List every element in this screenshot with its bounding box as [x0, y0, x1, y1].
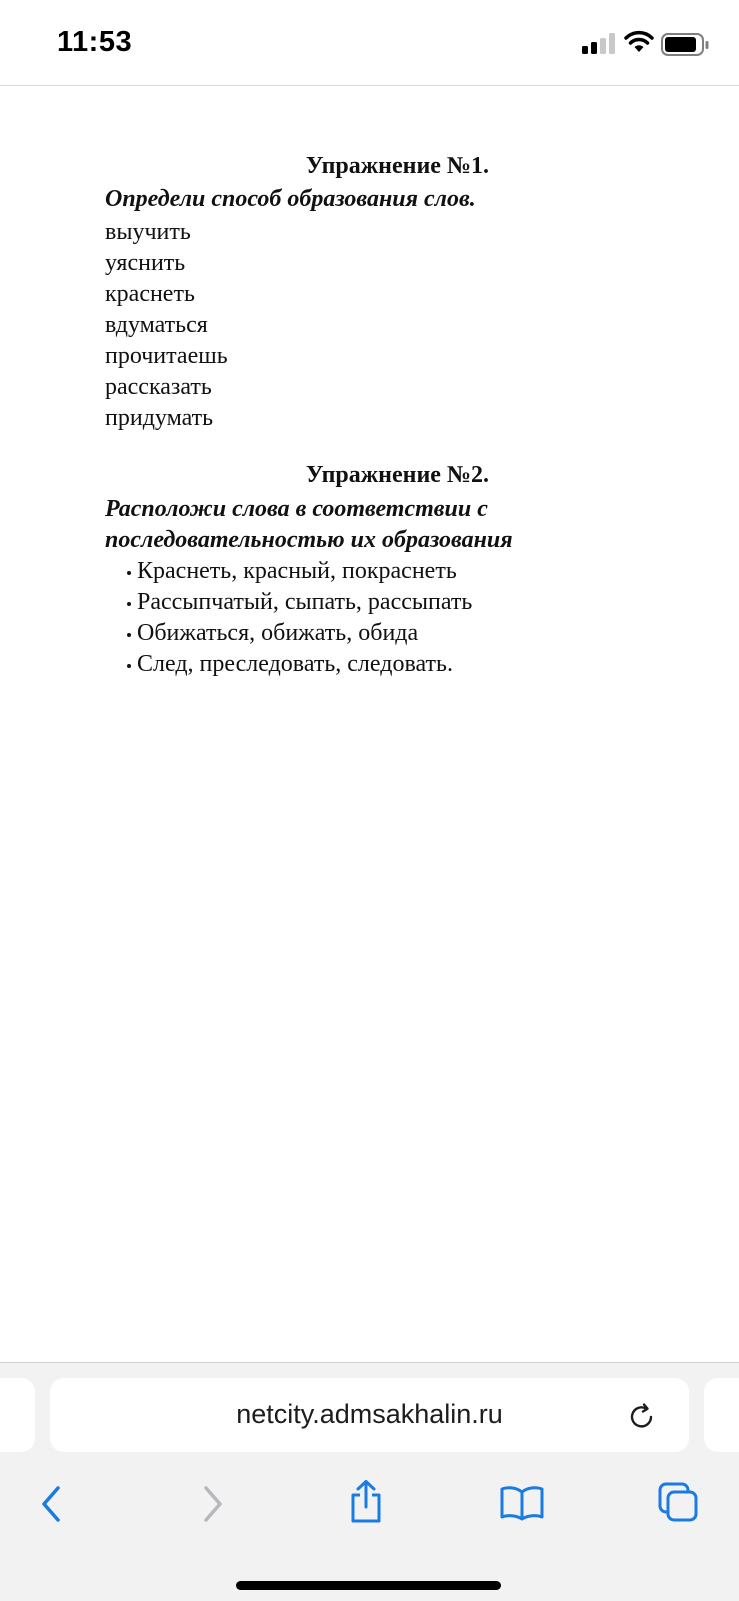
forward-button[interactable] — [198, 1484, 226, 1524]
bookmarks-button[interactable] — [499, 1485, 545, 1521]
list-item-text: Краснеть, красный, покраснеть — [137, 558, 457, 584]
previous-tab-peek[interactable] — [0, 1378, 35, 1452]
battery-icon — [661, 33, 711, 57]
exercise2-title: Упражнение №2. — [305, 462, 490, 488]
exercise1-task: Определи способ образования слов. — [105, 186, 476, 212]
list-item: краснеть — [105, 281, 195, 307]
list-item: придумать — [105, 405, 214, 431]
exercise2-task-line2: последовательностью их образования — [105, 527, 513, 553]
share-button[interactable] — [347, 1479, 385, 1525]
list-item — [127, 618, 472, 649]
list-item: вдуматься — [105, 312, 208, 338]
list-item: рассказать — [105, 374, 212, 400]
exercise1-title: Упражнение №1. — [305, 153, 490, 179]
cellular-signal-icon — [582, 32, 618, 54]
next-tab-peek[interactable] — [704, 1378, 739, 1452]
bullet-icon — [127, 602, 131, 606]
exercise2-bullet-list — [127, 556, 472, 680]
bullet-icon — [127, 633, 131, 637]
exercise1-word-list — [105, 217, 228, 434]
bullet-icon — [127, 664, 131, 668]
document-page — [0, 86, 739, 1362]
list-item-text: Обижаться, обижать, обида — [137, 620, 419, 646]
list-item — [127, 649, 472, 680]
list-item: прочитаешь — [105, 343, 228, 369]
tabs-button[interactable] — [657, 1481, 699, 1523]
list-item — [127, 587, 472, 618]
list-item: уяснить — [105, 250, 186, 276]
list-item-text: След, преследовать, следовать. — [137, 651, 453, 677]
back-button[interactable] — [38, 1484, 66, 1524]
home-indicator[interactable] — [236, 1581, 501, 1590]
list-item-text: Рассыпчатый, сыпать, рассыпать — [137, 589, 473, 615]
list-item: выучить — [105, 219, 191, 245]
browser-toolbar — [0, 1362, 739, 1601]
bullet-icon — [127, 571, 131, 575]
reload-icon[interactable] — [626, 1400, 658, 1432]
list-item — [127, 556, 472, 587]
exercise2-task-line1: Расположи слова в соответствии с — [105, 496, 488, 522]
status-time: 11:53 — [57, 26, 133, 58]
address-bar[interactable] — [50, 1378, 689, 1452]
wifi-icon — [624, 30, 654, 54]
status-bar — [0, 0, 739, 86]
url-text[interactable]: netcity.admsakhalin.ru — [236, 1399, 503, 1429]
